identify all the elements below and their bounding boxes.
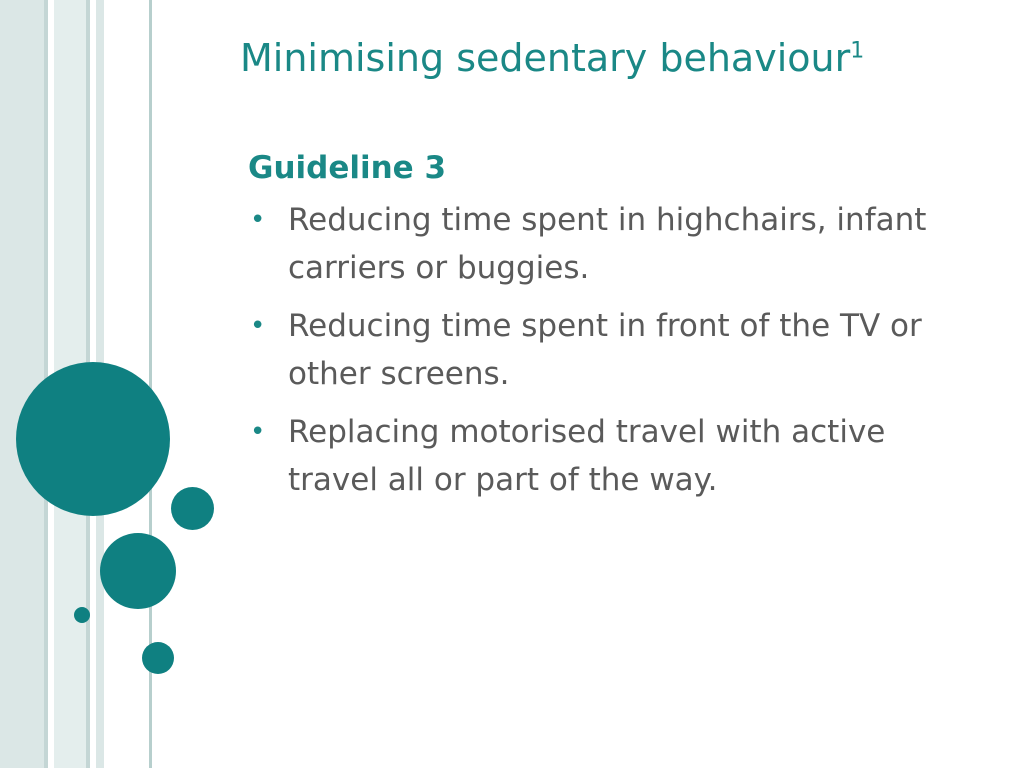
- bullet-text: Replacing motorised travel with active travel all or part of the way.: [288, 414, 886, 498]
- bullet-marker: •: [250, 417, 266, 447]
- slide-title-text: Minimising sedentary behaviour: [240, 36, 851, 80]
- bullet-marker: •: [250, 311, 266, 341]
- decorative-circle-small: [142, 642, 174, 674]
- decorative-circle-tiny: [74, 607, 90, 623]
- bullet-item: [248, 196, 948, 292]
- bullet-marker: •: [250, 205, 266, 235]
- bullet-item: [248, 408, 948, 504]
- title-superscript: 1: [850, 38, 865, 64]
- bullet-item: [248, 302, 948, 398]
- bullet-text: Reducing time spent in front of the TV or other screens.: [288, 308, 922, 392]
- bullet-list: [248, 196, 948, 504]
- slide-title: [240, 36, 864, 80]
- bullet-text: Reducing time spent in highchairs, infant carriers or buggies.: [288, 202, 927, 286]
- slide-content: [248, 150, 948, 514]
- guideline-heading: Guideline 3: [248, 150, 447, 186]
- decorative-circle-medium: [100, 533, 176, 609]
- decorative-circle-large: [16, 362, 170, 516]
- decorative-circle-small: [171, 487, 214, 530]
